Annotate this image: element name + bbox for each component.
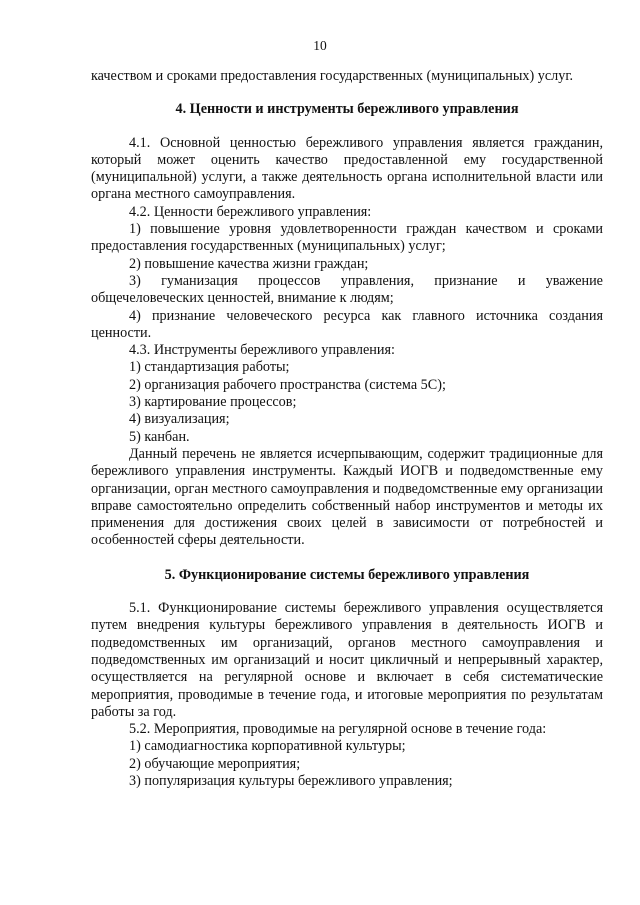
continuation-paragraph: качеством и сроками предоставления государственных (муниципальных) услуг. <box>91 68 574 84</box>
page-number: 10 <box>313 38 327 53</box>
paragraph-4-1: 4.1. Основной ценностью бережливого управления является гражданин, который может оценить качество предоставленной ему государственной (муниципальной) услуги, а также деятельность органа исполнительной власти или органа местного самоуправления. <box>91 134 603 203</box>
paragraph-5-1: 5.1. Функционирование системы бережливого управления осуществляется путем внедрения культуры бережливого управления в деятельность ИОГВ и подведомственных им организаций, органов местного самоуправления и подведомственных им организаций и носит цикличный и непрерывный характер, осуществляется на регулярной основе и включает в себя систематические мероприятия, проводимые в течение года, и итоговые мероприятия по результатам работы за год. <box>91 600 603 720</box>
list-item: 2) обучающие мероприятия; <box>129 755 301 772</box>
paragraph-5-2: 5.2. Мероприятия, проводимые на регулярной основе в течение года: <box>129 721 547 738</box>
list-item: 5) канбан. <box>129 428 190 445</box>
paragraph-4-3: 4.3. Инструменты бережливого управления: <box>129 342 395 359</box>
list-item: 1) стандартизация работы; <box>129 359 290 376</box>
list-item: 4) признание человеческого ресурса как главного источника создания ценности. <box>91 307 603 341</box>
list-item: 1) самодиагностика корпоративной культуры; <box>129 738 406 755</box>
section-4-heading: 4. Ценности и инструменты бережливого управления <box>175 101 519 118</box>
paragraph-tools-note: Данный перечень не является исчерпывающим, содержит традиционные для бережливого управления инструменты. Каждый ИОГВ и подведомственные ему организации, орган местного самоуправления и подведомственные ему организации вправе самостоятельно определить собственный набор инструментов и методы их применения для достижения своих целей в зависимости от потребностей и особенностей сферы деятельности. <box>91 445 603 549</box>
section-5-heading: 5. Функционирование системы бережливого управления <box>164 566 530 583</box>
document-body <box>91 68 603 790</box>
list-item: 3) гуманизация процессов управления, признание и уважение общечеловеческих ценностей, внимание к людям; <box>91 272 603 307</box>
list-item: 2) повышение качества жизни граждан; <box>129 255 369 272</box>
list-item: 4) визуализация; <box>129 411 230 428</box>
list-item: 1) повышение уровня удовлетворенности граждан качеством и сроками предоставления государственных (муниципальных) услуг; <box>91 221 603 255</box>
list-item: 3) картирование процессов; <box>129 394 297 411</box>
list-item: 3) популяризация культуры бережливого управления; <box>129 772 453 789</box>
paragraph-4-2: 4.2. Ценности бережливого управления: <box>129 203 372 220</box>
list-item: 2) организация рабочего пространства (система 5С); <box>129 376 446 393</box>
